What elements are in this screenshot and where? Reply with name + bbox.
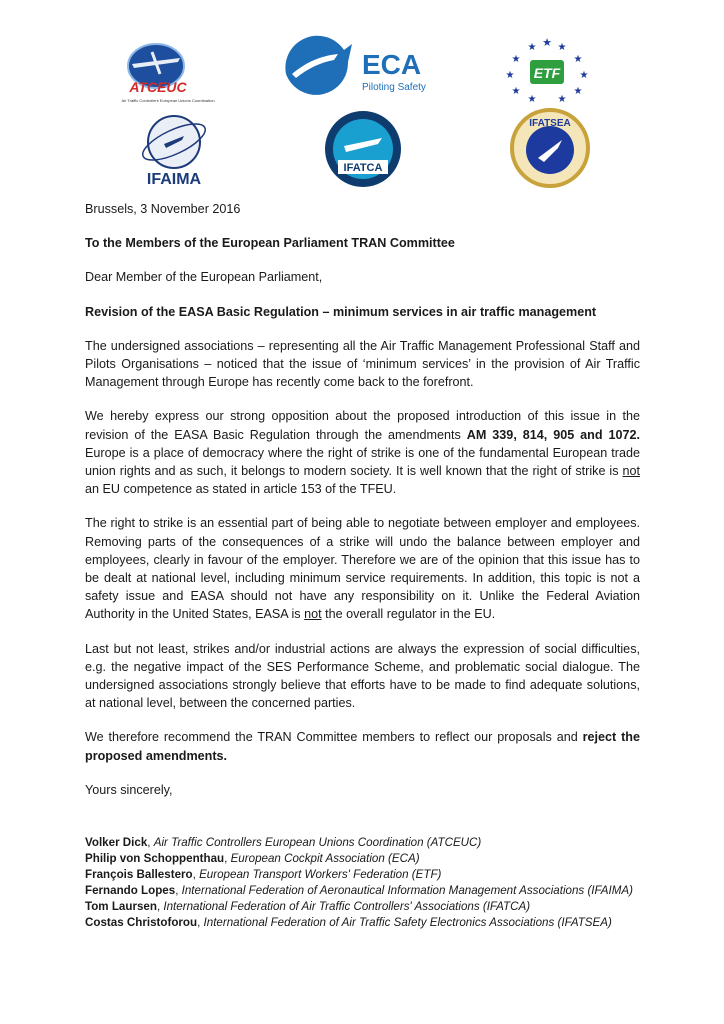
paragraph-2: We hereby express our strong opposition about the proposed introduction of this issue in the revision of the EASA Basic Regulation through the amendments AM 339, 814, 905 and 1072. Europe is a place of democracy where the right of strike is one of the fundamental European trade union rights and as such, it belongs to modern society. It is well known that the right of strike is not an EU competence as stated in article 153 of the TFEU. bbox=[85, 409, 640, 497]
eca-logo bbox=[282, 34, 442, 98]
svg-text:★: ★ bbox=[573, 54, 583, 65]
paragraph-3: The right to strike is an essential part of being able to negotiate between employer and employees. Removing parts of the consequences of a strike will undo the balance between employer and employees, clearly in favour of the employer. Therefore we are of the opinion that this issue has to be dealt at national level, including minimum service requirements. In addition, this topic is not a safety issue and EASA should not have any responsibility on it. Unlike the Federal Aviation Authority in the United States, EASA is not the overall regulator in the EU. bbox=[85, 516, 640, 622]
letter-salutation: Dear Member of the European Parliament, bbox=[85, 270, 323, 285]
signatory-row: François Ballestero, European Transport Workers' Federation (ETF) bbox=[85, 868, 442, 882]
atceuc-logo-text: ATCEUC bbox=[129, 79, 187, 95]
letter-subject: Revision of the EASA Basic Regulation – minimum services in air traffic management bbox=[85, 304, 597, 319]
etf-logo bbox=[502, 34, 592, 104]
signatory-row: Volker Dick, Air Traffic Controllers European Unions Coordination (ATCEUC) bbox=[85, 836, 482, 850]
svg-text:★: ★ bbox=[557, 94, 567, 104]
letter-body bbox=[85, 200, 640, 931]
letter-closing: Yours sincerely, bbox=[85, 782, 173, 797]
ifatsea-logo-text: IFATSEA bbox=[529, 118, 571, 129]
ifaima-logo bbox=[124, 112, 224, 188]
signatory-row: Philip von Schoppenthau, European Cockpit Association (ECA) bbox=[85, 852, 420, 866]
svg-text:★: ★ bbox=[557, 42, 567, 53]
signatory-row: Tom Laursen, International Federation of Air Traffic Controllers' Associations (IFATCA) bbox=[85, 900, 531, 914]
ifaima-logo-text: IFAIMA bbox=[146, 171, 202, 188]
signatory-row: Fernando Lopes, International Federation of Aeronautical Information Management Associations (IFAIMA) bbox=[85, 884, 633, 898]
paragraph-5: We therefore recommend the TRAN Committee members to reflect our proposals and reject the proposed amendments. bbox=[85, 730, 640, 763]
letter-addressee: To the Members of the European Parliament TRAN Committee bbox=[85, 236, 455, 251]
svg-text:★: ★ bbox=[511, 54, 521, 65]
eca-logo-text: ECA bbox=[362, 49, 422, 80]
svg-text:★: ★ bbox=[511, 86, 521, 97]
paragraph-1: The undersigned associations – representing all the Air Traffic Management Professional Staff and Pilots Organisations – noticed that the issue of ‘minimum services’ in the provision of Air Traffic Management through Europe has recently come back to the forefront. bbox=[85, 338, 640, 390]
signatory-row: Costas Christoforou, International Federation of Air Traffic Safety Electronics Associations (IFATSEA) bbox=[85, 916, 612, 930]
svg-text:★: ★ bbox=[527, 42, 537, 53]
svg-text:★: ★ bbox=[527, 94, 537, 104]
paragraph-4: Last but not least, strikes and/or industrial actions are always the expression of social difficulties, e.g. the negative impact of the SES Performance Scheme, and problematic social dialogue. The undersigned associations strongly believe that efforts have to be made to find adequate solutions, at national level, between the concerned parties. bbox=[85, 641, 640, 711]
svg-text:★: ★ bbox=[542, 37, 552, 49]
atceuc-logo bbox=[118, 38, 228, 108]
eca-logo-subtitle: Piloting Safety bbox=[362, 82, 426, 93]
etf-logo-text: ETF bbox=[533, 65, 561, 81]
svg-text:★: ★ bbox=[505, 70, 515, 81]
svg-text:★: ★ bbox=[579, 70, 589, 81]
signatories-list bbox=[85, 835, 640, 931]
letter-date: Brussels, 3 November 2016 bbox=[85, 202, 241, 216]
ifatsea-logo bbox=[508, 106, 592, 190]
ifatca-logo bbox=[322, 108, 404, 190]
svg-text:★: ★ bbox=[573, 86, 583, 97]
atceuc-logo-subtitle: Air Traffic Controllers European Unions Coordination bbox=[121, 98, 215, 103]
ifatca-logo-text: IFATCA bbox=[343, 162, 383, 174]
